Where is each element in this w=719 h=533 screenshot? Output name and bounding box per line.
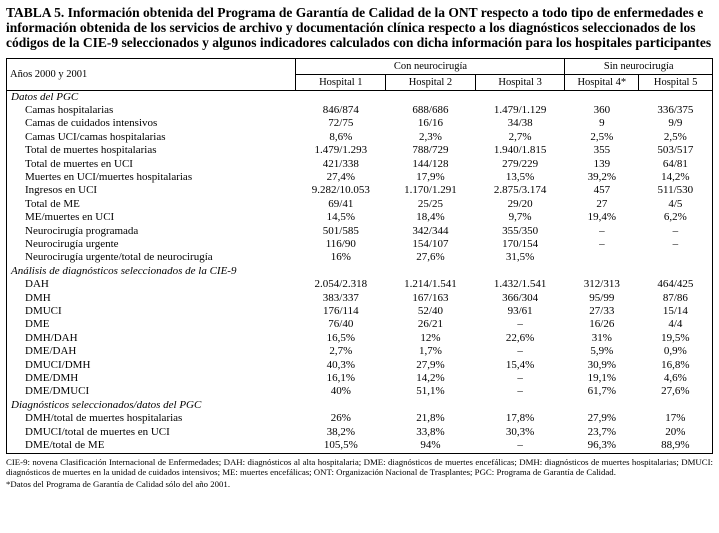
table-cell: – bbox=[517, 385, 523, 398]
table-cell: 170/154 bbox=[502, 238, 539, 250]
table-cell: 17,8% bbox=[505, 412, 535, 425]
table-cell: 18,4% bbox=[416, 211, 445, 224]
table-row bbox=[7, 131, 713, 144]
table-row bbox=[7, 412, 713, 425]
table-cell: 105,5% bbox=[323, 439, 358, 452]
table-cell: 6,2% bbox=[663, 211, 687, 224]
table-row bbox=[7, 198, 713, 211]
table-row bbox=[7, 359, 713, 372]
table-row bbox=[7, 171, 713, 184]
table-cell: 2.875/3.174 bbox=[493, 184, 547, 197]
table-cell: 31% bbox=[591, 331, 612, 344]
table-cell: 2.054/2.318 bbox=[314, 278, 368, 291]
table-cell: 16/16 bbox=[417, 117, 443, 130]
table-cell: 355/350 bbox=[502, 224, 539, 237]
table-cell: 19,5% bbox=[661, 331, 690, 344]
table-cell: 26% bbox=[330, 412, 351, 425]
table-cell: 503/517 bbox=[657, 144, 694, 157]
section-heading: Datos del PGC bbox=[11, 90, 79, 103]
table-cell: 29/20 bbox=[507, 197, 533, 210]
table-cell: 342/344 bbox=[412, 224, 449, 237]
col-hospital-5: Hospital 5 bbox=[639, 74, 713, 90]
row-label: DMH/DAH bbox=[25, 331, 78, 344]
col-hospital-2: Hospital 2 bbox=[386, 74, 476, 90]
col-hospital-1: Hospital 1 bbox=[296, 74, 386, 90]
table-cell: 383/337 bbox=[322, 291, 359, 304]
table-cell: 95/99 bbox=[589, 291, 615, 304]
footnote-abbreviations: CIE-9: novena Clasificación Internacional de Enfermedades; DAH: diagnósticos al alta hospitalaria; DME: diagnósticos de muertes encefálicas; DMH: diagnósticos de muertes hospitalarias; DMUCI: diagnósticos de muertes en la unidad de cuidados intensivos; ME: muertes encefálicas; ONT: Organización Nacional de Trasplantes; PGC: Programa de Garantía de Calidad. bbox=[6, 456, 713, 478]
section-heading: Análisis de diagnósticos seleccionados de la CIE-9 bbox=[11, 264, 237, 277]
col-group-con-neurocirugia: Con neurocirugía bbox=[296, 58, 565, 74]
table-row bbox=[7, 385, 713, 398]
table-cell: 9.282/10.053 bbox=[311, 184, 370, 197]
header-group-row bbox=[7, 58, 713, 74]
col-group-sin-neurocirugia: Sin neurocirugía bbox=[565, 58, 713, 74]
row-label: DME/DMH bbox=[25, 372, 79, 385]
table-cell: 40% bbox=[330, 385, 351, 398]
data-table bbox=[6, 58, 713, 454]
table-cell: 40,3% bbox=[326, 358, 355, 371]
table-cell: 14,5% bbox=[326, 211, 355, 224]
table-cell: 27,6% bbox=[661, 385, 690, 398]
table-cell: 1.170/1.291 bbox=[404, 184, 457, 197]
table-cell: 17,9% bbox=[416, 170, 445, 183]
table-cell: 19,1% bbox=[587, 372, 617, 385]
table-cell: 464/425 bbox=[657, 278, 694, 291]
table-cell: 312/313 bbox=[583, 278, 620, 291]
row-label: Camas hospitalarias bbox=[25, 103, 114, 116]
row-label: DME/total de ME bbox=[25, 439, 105, 452]
table-row bbox=[7, 278, 713, 291]
table-cell: 30,3% bbox=[505, 425, 535, 438]
row-label: DMUCI/DMH bbox=[25, 358, 91, 371]
table-cell: 9,7% bbox=[508, 211, 532, 224]
table-row bbox=[7, 184, 713, 197]
table-cell: – bbox=[517, 372, 523, 385]
table-cell: 4/5 bbox=[668, 197, 683, 210]
row-label: DME bbox=[25, 318, 50, 331]
table-cell: 27,6% bbox=[416, 251, 445, 264]
table-cell: 51,1% bbox=[416, 385, 445, 398]
row-label: Neurocirugía urgente/total de neurocirugía bbox=[25, 251, 213, 264]
table-cell: 87/86 bbox=[662, 291, 688, 304]
table-row bbox=[7, 318, 713, 331]
section-heading-row bbox=[7, 399, 713, 412]
table-cell: 788/729 bbox=[412, 144, 449, 157]
row-label: DMH bbox=[25, 291, 51, 304]
table-cell: 25/25 bbox=[417, 197, 443, 210]
table-cell: 69/41 bbox=[328, 197, 354, 210]
table-cell: 846/874 bbox=[322, 103, 359, 116]
table-cell: 501/585 bbox=[322, 224, 359, 237]
table-cell: 355 bbox=[593, 144, 611, 157]
table-cell: – bbox=[517, 345, 523, 358]
row-label: Ingresos en UCI bbox=[25, 184, 98, 197]
table-row bbox=[7, 238, 713, 251]
table-cell: 88,9% bbox=[661, 439, 690, 452]
table-cell: 139 bbox=[593, 157, 611, 170]
table-cell: 116/90 bbox=[325, 238, 356, 250]
row-label: DMH/total de muertes hospitalarias bbox=[25, 412, 183, 425]
table-row bbox=[7, 225, 713, 238]
table-cell: 279/229 bbox=[502, 157, 539, 170]
table-row bbox=[7, 251, 713, 264]
table-cell: 93/61 bbox=[507, 305, 533, 318]
table-body bbox=[7, 90, 713, 453]
table-cell: 34/38 bbox=[507, 117, 533, 130]
table-cell: 33,8% bbox=[416, 425, 445, 438]
row-label: DAH bbox=[25, 278, 49, 291]
table-cell: 19,4% bbox=[587, 211, 617, 224]
table-cell: 64/81 bbox=[662, 157, 688, 170]
table-cell: – bbox=[672, 238, 679, 250]
row-label: Neurocirugía urgente bbox=[25, 238, 119, 250]
table-cell: 20% bbox=[665, 425, 686, 438]
footnotes-block bbox=[6, 457, 713, 490]
table-cell: 1.432/1.541 bbox=[493, 278, 547, 291]
table-row bbox=[7, 332, 713, 345]
table-row bbox=[7, 345, 713, 358]
table-cell: 511/530 bbox=[657, 184, 694, 197]
table-cell: 2,5% bbox=[663, 130, 687, 143]
table-cell: 366/304 bbox=[502, 291, 539, 304]
row-label: Camas UCI/camas hospitalarias bbox=[25, 130, 166, 143]
table-cell: 2,3% bbox=[418, 130, 442, 143]
table-cell: 26/21 bbox=[417, 318, 443, 331]
table-cell: 9/9 bbox=[668, 117, 683, 130]
table-cell bbox=[565, 251, 639, 264]
table-row bbox=[7, 439, 713, 453]
table-cell: 1.479/1.293 bbox=[314, 144, 368, 157]
table-cell: 4,6% bbox=[663, 372, 687, 385]
table-row bbox=[7, 117, 713, 130]
table-cell: 336/375 bbox=[657, 103, 694, 116]
table-cell: 1.214/1.541 bbox=[404, 278, 457, 291]
table-cell: 15/14 bbox=[662, 305, 688, 318]
table-cell: 13,5% bbox=[505, 170, 535, 183]
table-cell: 12% bbox=[420, 331, 441, 344]
table-title: TABLA 5. Información obtenida del Programa de Garantía de Calidad de la ONT respecto a todo tipo de enfermedades e información obtenida de los servicios de archivo y documentación clínica respecto a los diagnósticos seleccionados de los códigos de la CIE-9 seleccionados y algunos indicadores calculados con dicha información para los hospitales participantes bbox=[6, 5, 712, 50]
table-cell: 167/163 bbox=[412, 291, 449, 304]
table-cell: 16,8% bbox=[661, 358, 690, 371]
table-cell: 688/686 bbox=[412, 103, 449, 116]
table-cell: 0,9% bbox=[663, 345, 687, 358]
table-cell: 360 bbox=[593, 103, 611, 116]
section-heading: Diagnósticos seleccionados/datos del PGC bbox=[11, 398, 202, 411]
table-cell: 2,7% bbox=[508, 130, 532, 143]
table-cell: 72/75 bbox=[328, 117, 354, 130]
years-header: Años 2000 y 2001 bbox=[7, 58, 296, 90]
section-heading-row bbox=[7, 265, 713, 278]
row-label: DMUCI/total de muertes en UCI bbox=[25, 425, 170, 438]
row-label: Neurocirugía programada bbox=[25, 224, 139, 237]
table-cell: 16% bbox=[330, 251, 351, 264]
table-cell: 38,2% bbox=[326, 425, 355, 438]
table-cell: 144/128 bbox=[412, 157, 449, 170]
table-cell: 27,9% bbox=[416, 358, 445, 371]
table-cell: 1.479/1.129 bbox=[493, 103, 547, 116]
table-cell: 15,4% bbox=[505, 358, 535, 371]
table-cell: 94% bbox=[420, 439, 441, 452]
table-row bbox=[7, 144, 713, 157]
table-cell: – bbox=[599, 238, 605, 250]
table-row bbox=[7, 104, 713, 117]
table-cell: – bbox=[517, 318, 523, 331]
table-cell: 1.940/1.815 bbox=[493, 144, 547, 157]
table-cell: 16,1% bbox=[326, 372, 355, 385]
row-label: Camas de cuidados intensivos bbox=[25, 117, 158, 130]
table-cell: 76/40 bbox=[328, 318, 354, 331]
row-label: Total de muertes hospitalarias bbox=[25, 144, 157, 157]
table-row bbox=[7, 372, 713, 385]
table-cell: 5,9% bbox=[590, 345, 614, 358]
table-cell: – bbox=[672, 224, 679, 237]
table-cell: 421/338 bbox=[322, 157, 359, 170]
row-label: Total de muertes en UCI bbox=[25, 157, 133, 170]
table-row bbox=[7, 158, 713, 171]
table-cell: 14,2% bbox=[661, 170, 690, 183]
table-cell: 17% bbox=[665, 412, 686, 425]
table-cell: 27,4% bbox=[326, 170, 355, 183]
table-cell: 176/114 bbox=[322, 305, 359, 318]
row-label: ME/muertes en UCI bbox=[25, 211, 115, 224]
table-cell: 30,9% bbox=[587, 358, 617, 371]
table-cell: 14,2% bbox=[416, 372, 445, 385]
table-cell: 154/107 bbox=[412, 238, 449, 250]
col-hospital-3: Hospital 3 bbox=[475, 74, 565, 90]
table-cell: 52/40 bbox=[417, 305, 443, 318]
table-cell: 16/26 bbox=[589, 318, 615, 331]
table-cell: 8,6% bbox=[329, 130, 353, 143]
table-cell: 16,5% bbox=[326, 331, 355, 344]
table-cell: 457 bbox=[593, 184, 611, 197]
table-cell: 39,2% bbox=[587, 170, 617, 183]
table-cell: 2,7% bbox=[329, 345, 353, 358]
table-cell: – bbox=[599, 224, 605, 237]
table-cell bbox=[639, 251, 713, 264]
table-cell: 27,9% bbox=[587, 412, 617, 425]
row-label: DME/DAH bbox=[25, 345, 77, 358]
table-cell: 23,7% bbox=[587, 425, 617, 438]
row-label: DME/DMUCI bbox=[25, 385, 90, 398]
row-label: Total de ME bbox=[25, 197, 80, 210]
table-cell: 22,6% bbox=[505, 331, 535, 344]
footnote-asterisk: *Datos del Programa de Garantía de Calidad sólo del año 2001. bbox=[6, 478, 231, 489]
table-cell: 21,8% bbox=[416, 412, 445, 425]
table-cell: 61,7% bbox=[587, 385, 617, 398]
table-cell: 9 bbox=[599, 117, 605, 130]
table-row bbox=[7, 211, 713, 224]
col-hospital-4: Hospital 4* bbox=[565, 74, 639, 90]
table-cell: 96,3% bbox=[587, 439, 617, 452]
table-row bbox=[7, 292, 713, 305]
row-label: Muertes en UCI/muertes hospitalarias bbox=[25, 170, 193, 183]
table-row bbox=[7, 426, 713, 439]
table-cell: 1,7% bbox=[418, 345, 442, 358]
table-header bbox=[7, 58, 713, 90]
table-cell: 27 bbox=[596, 197, 608, 210]
table-cell: 4/4 bbox=[668, 318, 683, 331]
row-label: DMUCI bbox=[25, 305, 62, 318]
table-row bbox=[7, 305, 713, 318]
table-cell: 27/33 bbox=[589, 305, 615, 318]
table-cell: – bbox=[517, 439, 523, 452]
section-heading-row bbox=[7, 90, 713, 104]
table-cell: 31,5% bbox=[505, 251, 535, 264]
table-cell: 2,5% bbox=[590, 130, 614, 143]
